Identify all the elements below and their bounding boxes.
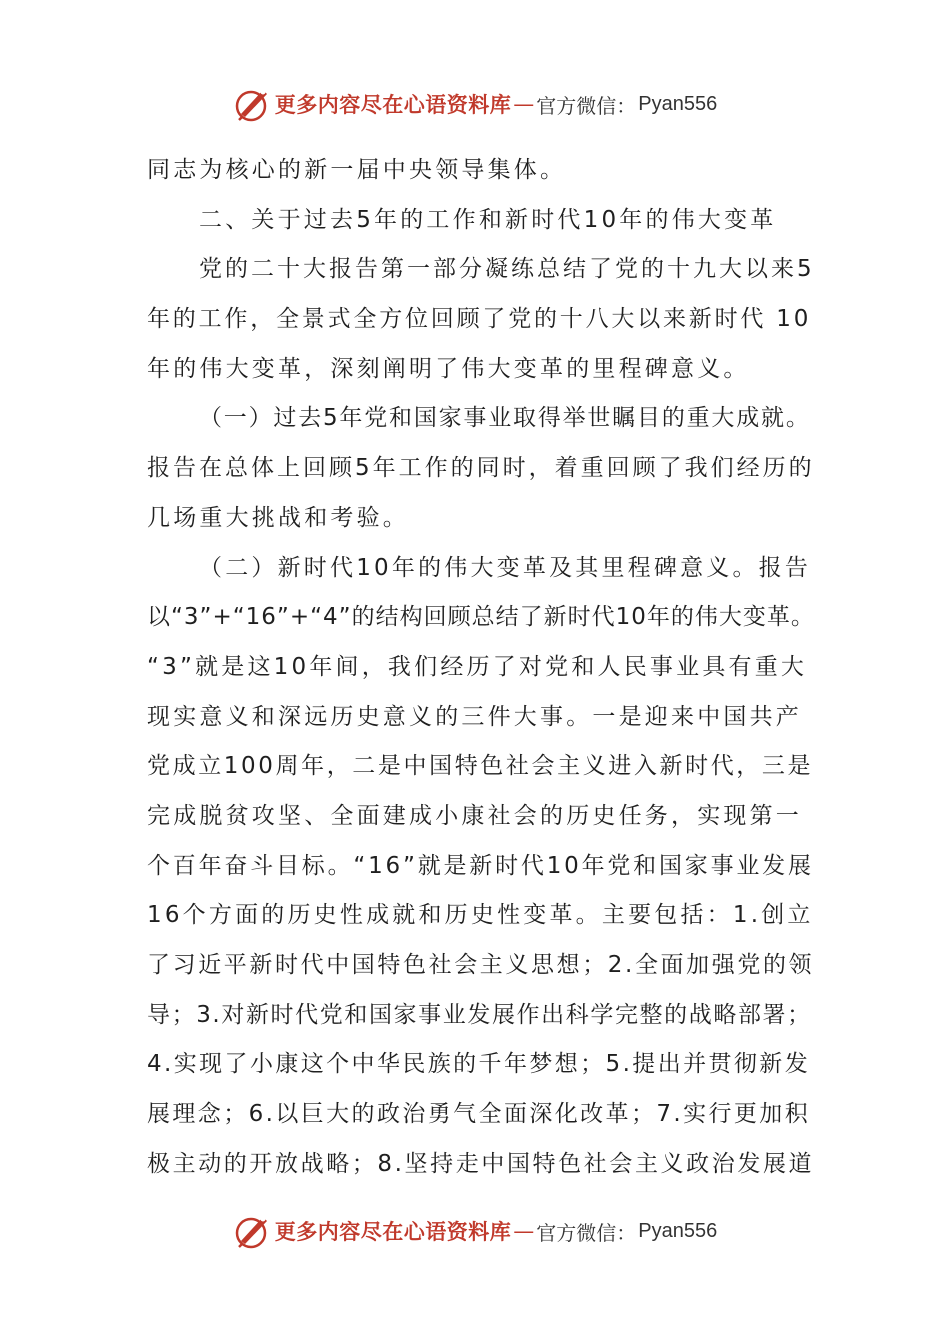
body-line: 完成脱贫攻坚、全面建成小康社会的历史任务，实现第一 — [147, 802, 802, 829]
quill-pen-logo-icon — [233, 1211, 273, 1251]
quill-pen-logo-icon — [233, 84, 273, 124]
watermark-wechat-id: Pyan556 — [638, 92, 718, 115]
body-line: 党的二十大报告第一部分凝练总结了党的十九大以来5 — [199, 256, 815, 283]
body-line: 年的伟大变革，深刻阐明了伟大变革的里程碑意义。 — [147, 355, 750, 382]
body-line: 4.实现了小康这个中华民族的千年梦想；5.提出并贯彻新发 — [147, 1051, 811, 1078]
subsection-heading: （二）新时代10年的伟大变革及其里程碑意义。报告 — [199, 554, 812, 581]
body-line: 党成立100周年，二是中国特色社会主义进入新时代，三是 — [147, 753, 814, 780]
body-line: 年的工作，全景式全方位回顾了党的十八大以来新时代 10 — [147, 306, 812, 333]
watermark-official-label: 官方微信： — [536, 93, 637, 118]
body-line: 几场重大挑战和考验。 — [147, 504, 409, 531]
watermark-wechat-id: Pyan556 — [638, 1219, 718, 1242]
body-line: 展理念；6.以巨大的政治勇气全面深化改革；7.实行更加积 — [147, 1101, 811, 1128]
body-line: 现实意义和深远历史意义的三件大事。一是迎来中国共产 — [147, 703, 802, 730]
footer-watermark-banner — [0, 1209, 950, 1253]
section-heading: 二、关于过去5年的工作和新时代10年的伟大变革 — [199, 206, 777, 233]
watermark-official-label: 官方微信： — [536, 1220, 637, 1245]
body-line: 极主动的开放战略；8.坚持走中国特色社会主义政治发展道 — [147, 1150, 815, 1177]
body-line: 个百年奋斗目标。“16”就是新时代10年党和国家事业发展 — [147, 852, 814, 879]
body-line: 报告在总体上回顾5年工作的同时，着重回顾了我们经历的 — [147, 455, 815, 482]
watermark-dash: — — [513, 1219, 535, 1243]
header-watermark-banner — [0, 82, 950, 126]
body-line: 同志为核心的新一届中央领导集体。 — [147, 157, 567, 183]
body-line: 16个方面的历史性成就和历史性变革。主要包括：1.创立 — [147, 902, 814, 929]
body-line: 以“3”+“16”+“4”的结构回顾总结了新时代10年的伟大变革。 — [147, 604, 815, 631]
body-line: 了习近平新时代中国特色社会主义思想；2.全面加强党的领 — [147, 952, 815, 978]
subsection-heading: （一）过去5年党和国家事业取得举世瞩目的重大成就。 — [199, 405, 811, 432]
watermark-dash: — — [513, 92, 535, 116]
body-line: 导；3.对新时代党和国家事业发展作出科学完整的战略部署； — [147, 1001, 812, 1028]
watermark-slogan: 更多内容尽在心语资料库 — [274, 1219, 512, 1244]
body-line: “3”就是这10年间，我们经历了对党和人民事业具有重大 — [147, 653, 808, 680]
document-body — [147, 146, 815, 1189]
watermark-slogan: 更多内容尽在心语资料库 — [274, 92, 512, 117]
